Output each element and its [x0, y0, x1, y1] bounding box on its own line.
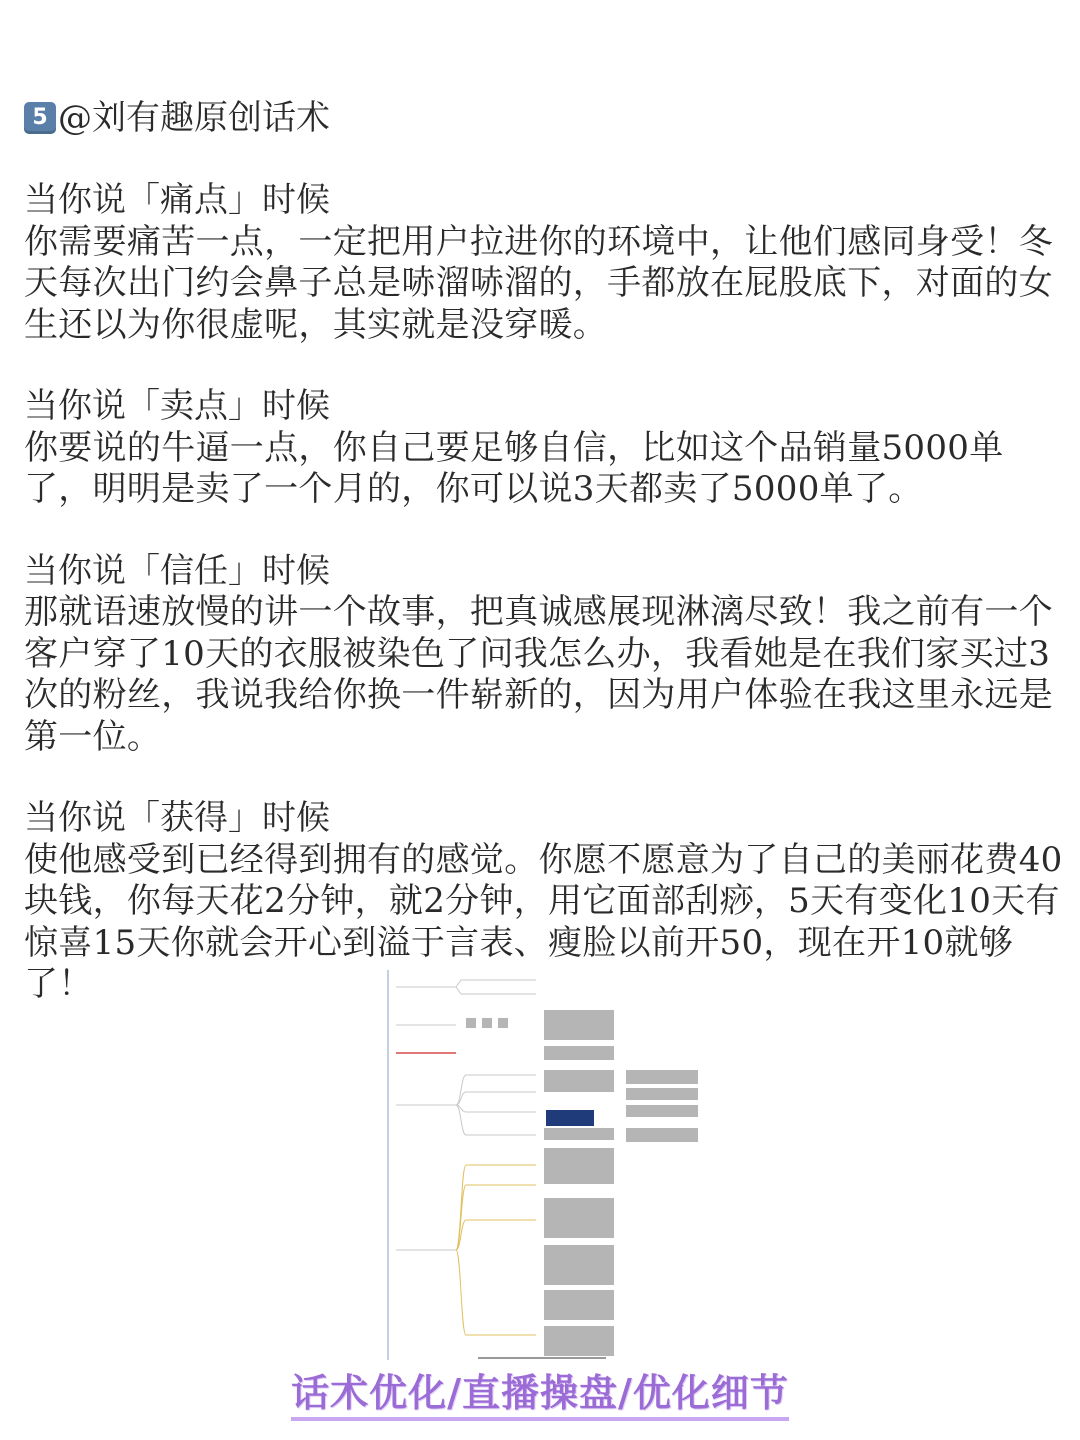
- article: [24, 96, 1064, 1046]
- section-body: 使他感受到已经得到拥有的感觉。你愿不愿意为了自己的美丽花费40块钱，你每天花2分钟，就2分钟，用它面部刮痧，5天有变化10天有惊喜15天你就会开心到溢于言表、瘦脸以前开50，现在开10就够了！: [24, 839, 1063, 1004]
- section-body: 你要说的牛逼一点，你自己要足够自信，比如这个品销量5000单了，明明是卖了一个月的，你可以说3天都卖了5000单了。: [24, 427, 1004, 509]
- title-text: @刘有趣原创话术: [58, 98, 330, 138]
- mindmap-image: [386, 970, 706, 1362]
- number-five-icon: 5: [24, 102, 56, 134]
- section-body: 你需要痛苦一点，一定把用户拉进你的环境中，让他们感同身受！冬天每次出门约会鼻子总是哧溜哧溜的，手都放在屁股底下，对面的女生还以为你很虚呢，其实就是没穿暖。: [24, 221, 1053, 345]
- section-pain-point: [24, 180, 1064, 346]
- footer-text: 话术优化/直播操盘/优化细节: [291, 1370, 789, 1421]
- section-selling-point: [24, 386, 1064, 511]
- section-heading: 当你说「获得」时候: [24, 798, 330, 838]
- section-heading: 当你说「信任」时候: [24, 550, 330, 591]
- section-heading: 当你说「痛点」时候: [24, 180, 330, 220]
- post-title: [24, 96, 1064, 140]
- section-body: 那就语速放慢的讲一个故事，把真诚感展现淋漓尽致！我之前有一个客户穿了10天的衣服被染色了问我怎么办，我看她是在我们家买过3次的粉丝，我说我给你换一件崭新的，因为用户体验在我这里永远是第一位。: [24, 592, 1053, 757]
- section-trust: [24, 551, 1064, 759]
- mindmap-thumbnail: [386, 970, 706, 1362]
- footer-banner: [0, 1362, 1080, 1417]
- section-heading: 当你说「卖点」时候: [24, 386, 330, 426]
